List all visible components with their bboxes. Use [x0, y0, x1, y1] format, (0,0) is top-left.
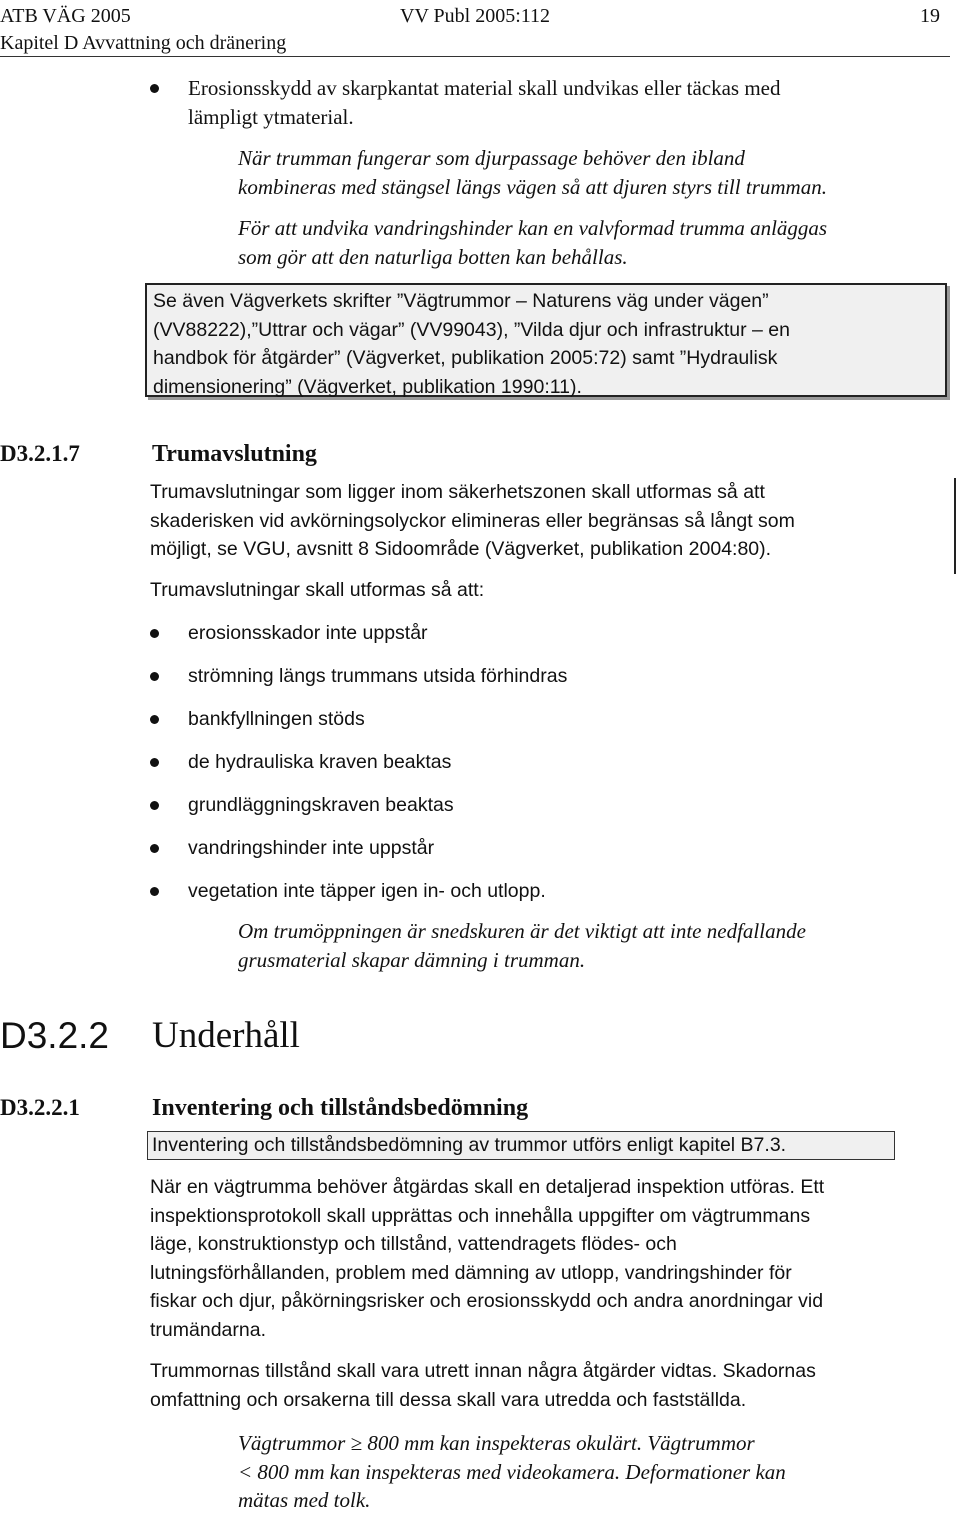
header-chapter: Kapitel D Avvattning och dränering — [0, 32, 287, 54]
reference-line: Se även Vägverkets skrifter ”Vägtrummor – Naturens väg under vägen” — [153, 290, 769, 312]
paragraph-line: trumändarna. — [150, 1318, 266, 1341]
paragraph-line: inspektionsprotokoll skall upprättas och innehålla uppgifter om vägtrummans — [150, 1204, 811, 1227]
list-item-text: strömning längs trummans utsida förhindras — [188, 665, 568, 687]
italic-note — [238, 144, 827, 201]
list-item-text: bankfyllningen stöds — [188, 708, 365, 730]
header-publication: VV Publ 2005:112 — [400, 5, 551, 27]
reference-box — [145, 283, 947, 397]
bullet-icon — [150, 887, 159, 896]
bullet-icon — [150, 629, 159, 638]
note-line: grusmaterial skapar dämning i trumman. — [238, 947, 586, 972]
list-item-text: vandringshinder inte uppstår — [188, 837, 435, 859]
chapter-number: D3.2.2 — [0, 1015, 110, 1056]
bullet-icon — [150, 672, 159, 681]
paragraph-line: fiskar och djur, påkörningsrisker och erosionsskydd och andra anordningar vid — [150, 1290, 824, 1312]
paragraph-line: Trumavslutningar som ligger inom säkerhetszonen skall utformas så att — [150, 481, 765, 503]
paragraph — [150, 1173, 824, 1344]
paragraph-line: skaderisken vid avkörningsolyckor elimineras eller begränsas så långt som — [150, 509, 795, 532]
italic-note — [238, 214, 827, 271]
list-item-text: lämpligt ytmaterial. — [188, 104, 354, 129]
header-rule — [0, 56, 950, 57]
highlight-text: Inventering och tillståndsbedömning av trummor utförs enligt kapitel B7.3. — [152, 1134, 787, 1156]
header-doc-title: ATB VÄG 2005 — [0, 5, 131, 27]
list-item-text: vegetation inte täpper igen in- och utlopp. — [188, 880, 546, 902]
list-item-text: Erosionsskydd av skarpkantat material skall undvikas eller täckas med — [188, 76, 781, 100]
note-line: kombineras med stängsel längs vägen så att djuren styrs till trumman. — [238, 174, 827, 199]
note-line: som gör att den naturliga botten kan behållas. — [238, 244, 628, 269]
list-item-text: de hydrauliska kraven beaktas — [188, 751, 452, 773]
paragraph — [150, 1357, 816, 1414]
paragraph — [150, 478, 795, 564]
list-item-text: grundläggningskraven beaktas — [188, 794, 454, 816]
reference-line: (VV88222),”Uttrar och vägar” (VV99043), ”Vilda djur och infrastruktur – en — [153, 318, 790, 341]
italic-note — [238, 1429, 786, 1515]
section-number: D3.2.1.7 — [0, 441, 80, 466]
change-bar — [954, 478, 956, 574]
note-line: Vägtrummor ≥ 800 mm kan inspekteras okulärt. Vägtrummor — [238, 1431, 755, 1455]
paragraph-line: omfattning och orsakerna till dessa skall vara utredda och fastställda. — [150, 1388, 747, 1411]
italic-note — [238, 917, 806, 974]
reference-line: handbok för åtgärder” (Vägverket, publikation 2005:72) samt ”Hydraulisk — [153, 347, 778, 369]
bullet-icon — [150, 84, 159, 93]
paragraph-line: möjligt, se VGU, avsnitt 8 Sidoområde (Vägverket, publikation 2004:80). — [150, 538, 772, 560]
bullet-icon — [150, 715, 159, 724]
page-number: 19 — [920, 5, 940, 27]
bullet-icon — [150, 758, 159, 767]
paragraph-line: Trummornas tillstånd skall vara utrett innan några åtgärder vidtas. Skadornas — [150, 1360, 816, 1382]
note-line: När trumman fungerar som djurpassage behöver den ibland — [238, 146, 745, 170]
note-line: < 800 mm kan inspekteras med videokamera. Deformationer kan — [238, 1459, 786, 1484]
note-line: För att undvika vandringshinder kan en valvformad trumma anläggas — [238, 216, 828, 240]
list-item-text: erosionsskador inte uppstår — [188, 622, 428, 644]
paragraph-line: När en vägtrumma behöver åtgärdas skall en detaljerad inspektion utföras. Ett — [150, 1176, 825, 1198]
note-line: Om trumöppningen är snedskuren är det viktigt att inte nedfallande — [238, 919, 806, 943]
paragraph-line: lutningsförhållanden, problem med dämning av utlopp, vandringshinder för — [150, 1261, 792, 1284]
note-line: mätas med tolk. — [238, 1488, 371, 1512]
paragraph: Trumavslutningar skall utformas så att: — [150, 579, 485, 601]
bullet-icon — [150, 801, 159, 810]
paragraph-line: läge, konstruktionstyp och tillstånd, vattendragets flödes- och — [150, 1233, 677, 1255]
reference-line: dimensionering” (Vägverket, publikation 1990:11). — [153, 375, 582, 398]
highlight-box — [147, 1131, 895, 1160]
bullet-icon — [150, 844, 159, 853]
section-title: Trumavslutning — [152, 441, 317, 467]
section-title: Inventering och tillståndsbedömning — [152, 1095, 529, 1121]
section-number: D3.2.2.1 — [0, 1095, 80, 1120]
chapter-title: Underhåll — [152, 1015, 300, 1056]
